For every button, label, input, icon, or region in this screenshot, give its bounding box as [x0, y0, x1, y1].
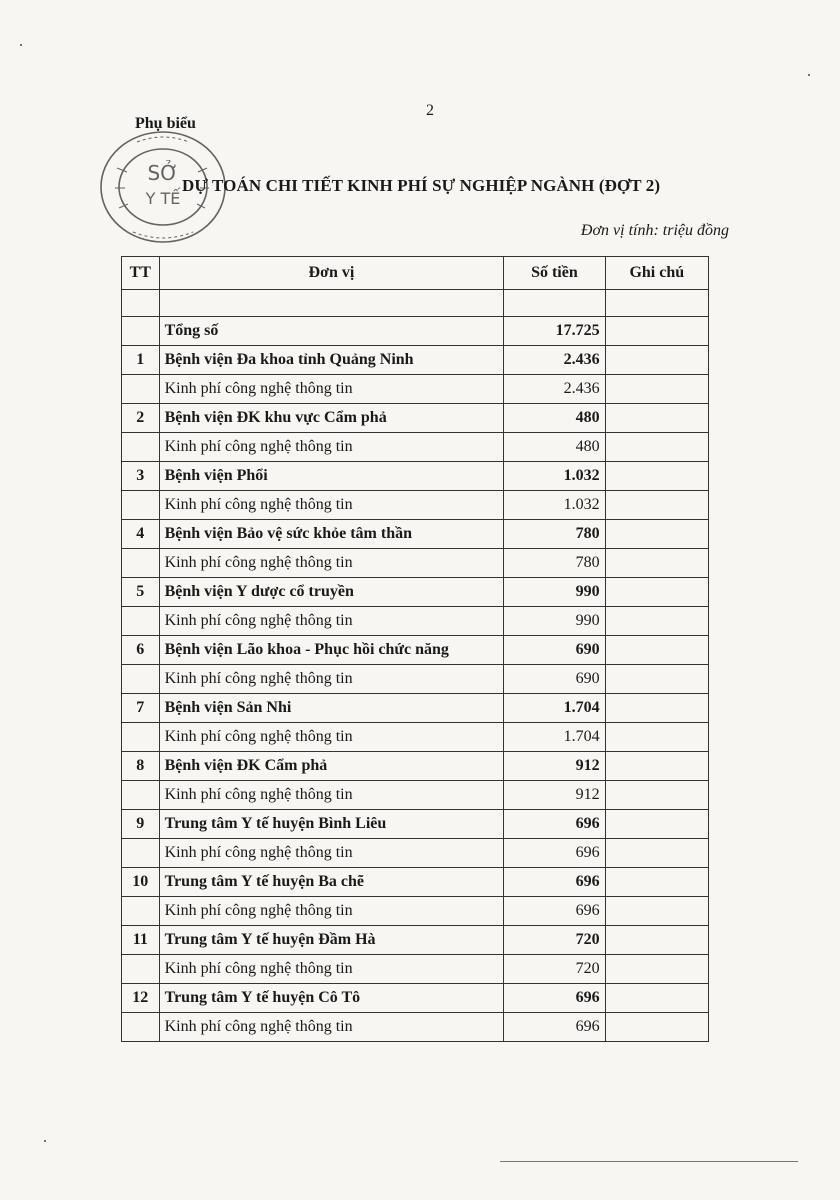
- table-subrow: [122, 549, 709, 578]
- subrow-amount: 720: [504, 955, 605, 984]
- table-row: [122, 984, 709, 1013]
- row-amount: 696: [504, 810, 605, 839]
- row-tt: 12: [122, 984, 160, 1013]
- subrow-note: [605, 955, 708, 984]
- header-amount: Số tiền: [504, 257, 605, 290]
- subrow-tt: [122, 375, 160, 404]
- subrow-amount: 912: [504, 781, 605, 810]
- row-tt: 6: [122, 636, 160, 665]
- subrow-amount: 1.704: [504, 723, 605, 752]
- header-note: Ghi chú: [605, 257, 708, 290]
- row-unit-name: Bệnh viện Bảo vệ sức khỏe tâm thần: [159, 520, 504, 549]
- scan-speck: [808, 74, 810, 76]
- row-amount: 912: [504, 752, 605, 781]
- total-amount: 17.725: [504, 317, 605, 346]
- row-unit-name: Trung tâm Y tế huyện Bình Liêu: [159, 810, 504, 839]
- total-tt-cell: [122, 317, 160, 346]
- scan-speck: [20, 44, 22, 46]
- header-tt: TT: [122, 257, 160, 290]
- subrow-note: [605, 491, 708, 520]
- stamp-center-line1: SỞ: [147, 161, 179, 185]
- table-subrow: [122, 897, 709, 926]
- table-row: [122, 404, 709, 433]
- subrow-tt: [122, 491, 160, 520]
- row-note: [605, 578, 708, 607]
- row-tt: 1: [122, 346, 160, 375]
- subrow-amount: 1.032: [504, 491, 605, 520]
- table-row: [122, 636, 709, 665]
- row-amount: 690: [504, 636, 605, 665]
- subrow-note: [605, 723, 708, 752]
- subrow-name: Kinh phí công nghệ thông tin: [159, 491, 504, 520]
- total-note-cell: [605, 317, 708, 346]
- subrow-name: Kinh phí công nghệ thông tin: [159, 375, 504, 404]
- row-unit-name: Bệnh viện Đa khoa tỉnh Quảng Ninh: [159, 346, 504, 375]
- row-amount: 780: [504, 520, 605, 549]
- subrow-tt: [122, 433, 160, 462]
- row-amount: 2.436: [504, 346, 605, 375]
- subrow-tt: [122, 781, 160, 810]
- subrow-tt: [122, 955, 160, 984]
- scan-speck: [44, 1140, 46, 1142]
- row-tt: 7: [122, 694, 160, 723]
- row-note: [605, 462, 708, 491]
- blank-cell: [504, 290, 605, 317]
- row-amount: 1.032: [504, 462, 605, 491]
- document-title: DỰ TOÁN CHI TIẾT KINH PHÍ SỰ NGHIỆP NGÀNH (ĐỢT 2): [182, 176, 661, 195]
- row-unit-name: Trung tâm Y tế huyện Đầm Hà: [159, 926, 504, 955]
- row-note: [605, 868, 708, 897]
- subrow-name: Kinh phí công nghệ thông tin: [159, 549, 504, 578]
- total-label: Tổng số: [159, 317, 504, 346]
- subrow-name: Kinh phí công nghệ thông tin: [159, 433, 504, 462]
- subrow-note: [605, 1013, 708, 1042]
- subrow-note: [605, 549, 708, 578]
- subrow-tt: [122, 665, 160, 694]
- subrow-name: Kinh phí công nghệ thông tin: [159, 665, 504, 694]
- subrow-tt: [122, 723, 160, 752]
- subrow-name: Kinh phí công nghệ thông tin: [159, 781, 504, 810]
- subrow-name: Kinh phí công nghệ thông tin: [159, 1013, 504, 1042]
- table-subrow: [122, 723, 709, 752]
- table-row: [122, 694, 709, 723]
- blank-row: [122, 290, 709, 317]
- subrow-note: [605, 375, 708, 404]
- row-note: [605, 520, 708, 549]
- row-unit-name: Bệnh viện ĐK khu vực Cẩm phả: [159, 404, 504, 433]
- row-tt: 2: [122, 404, 160, 433]
- table-subrow: [122, 375, 709, 404]
- row-note: [605, 636, 708, 665]
- table-row: [122, 520, 709, 549]
- row-note: [605, 694, 708, 723]
- row-amount: 990: [504, 578, 605, 607]
- blank-cell: [122, 290, 160, 317]
- row-note: [605, 404, 708, 433]
- subrow-note: [605, 839, 708, 868]
- table-subrow: [122, 781, 709, 810]
- row-amount: 696: [504, 984, 605, 1013]
- row-tt: 5: [122, 578, 160, 607]
- table-subrow: [122, 955, 709, 984]
- subrow-amount: 696: [504, 839, 605, 868]
- row-unit-name: Bệnh viện Y dược cổ truyền: [159, 578, 504, 607]
- row-unit-name: Bệnh viện Phổi: [159, 462, 504, 491]
- table-row: [122, 810, 709, 839]
- subrow-tt: [122, 897, 160, 926]
- subrow-name: Kinh phí công nghệ thông tin: [159, 723, 504, 752]
- row-unit-name: Trung tâm Y tế huyện Cô Tô: [159, 984, 504, 1013]
- row-note: [605, 752, 708, 781]
- subrow-amount: 2.436: [504, 375, 605, 404]
- row-tt: 8: [122, 752, 160, 781]
- subrow-tt: [122, 1013, 160, 1042]
- row-unit-name: Bệnh viện Lão khoa - Phục hồi chức năng: [159, 636, 504, 665]
- table-subrow: [122, 1013, 709, 1042]
- row-tt: 10: [122, 868, 160, 897]
- subrow-tt: [122, 607, 160, 636]
- stamp-center-line2: Y TẾ: [145, 189, 181, 208]
- table-row: [122, 578, 709, 607]
- total-row: [122, 317, 709, 346]
- budget-table-body: [122, 290, 709, 1042]
- row-tt: 9: [122, 810, 160, 839]
- table-row: [122, 752, 709, 781]
- row-amount: 720: [504, 926, 605, 955]
- table-row: [122, 346, 709, 375]
- subrow-amount: 696: [504, 1013, 605, 1042]
- subrow-amount: 480: [504, 433, 605, 462]
- row-note: [605, 984, 708, 1013]
- subrow-note: [605, 433, 708, 462]
- row-unit-name: Bệnh viện ĐK Cẩm phả: [159, 752, 504, 781]
- table-header-row: [122, 257, 709, 290]
- footer-divider: [500, 1161, 798, 1162]
- row-tt: 3: [122, 462, 160, 491]
- table-row: [122, 926, 709, 955]
- table-subrow: [122, 665, 709, 694]
- table-row: [122, 868, 709, 897]
- row-unit-name: Trung tâm Y tế huyện Ba chẽ: [159, 868, 504, 897]
- subrow-amount: 696: [504, 897, 605, 926]
- row-amount: 480: [504, 404, 605, 433]
- blank-cell: [159, 290, 504, 317]
- table-subrow: [122, 607, 709, 636]
- subrow-amount: 780: [504, 549, 605, 578]
- row-note: [605, 926, 708, 955]
- subrow-name: Kinh phí công nghệ thông tin: [159, 607, 504, 636]
- subrow-name: Kinh phí công nghệ thông tin: [159, 839, 504, 868]
- row-note: [605, 346, 708, 375]
- blank-cell: [605, 290, 708, 317]
- unit-note: Đơn vị tính: triệu đồng: [580, 222, 729, 239]
- subrow-note: [605, 607, 708, 636]
- subrow-name: Kinh phí công nghệ thông tin: [159, 955, 504, 984]
- row-unit-name: Bệnh viện Sản Nhi: [159, 694, 504, 723]
- subrow-tt: [122, 549, 160, 578]
- table-subrow: [122, 491, 709, 520]
- page-number: 2: [426, 102, 434, 119]
- row-tt: 11: [122, 926, 160, 955]
- subrow-note: [605, 665, 708, 694]
- table-subrow: [122, 433, 709, 462]
- row-note: [605, 810, 708, 839]
- row-amount: 1.704: [504, 694, 605, 723]
- subrow-note: [605, 897, 708, 926]
- header-unit: Đơn vị: [159, 257, 504, 290]
- table-subrow: [122, 839, 709, 868]
- row-amount: 696: [504, 868, 605, 897]
- row-tt: 4: [122, 520, 160, 549]
- subrow-note: [605, 781, 708, 810]
- subrow-amount: 990: [504, 607, 605, 636]
- subrow-amount: 690: [504, 665, 605, 694]
- subrow-name: Kinh phí công nghệ thông tin: [159, 897, 504, 926]
- subrow-tt: [122, 839, 160, 868]
- table-row: [122, 462, 709, 491]
- budget-table: [121, 256, 709, 1042]
- appendix-label: Phụ biểu: [135, 115, 196, 132]
